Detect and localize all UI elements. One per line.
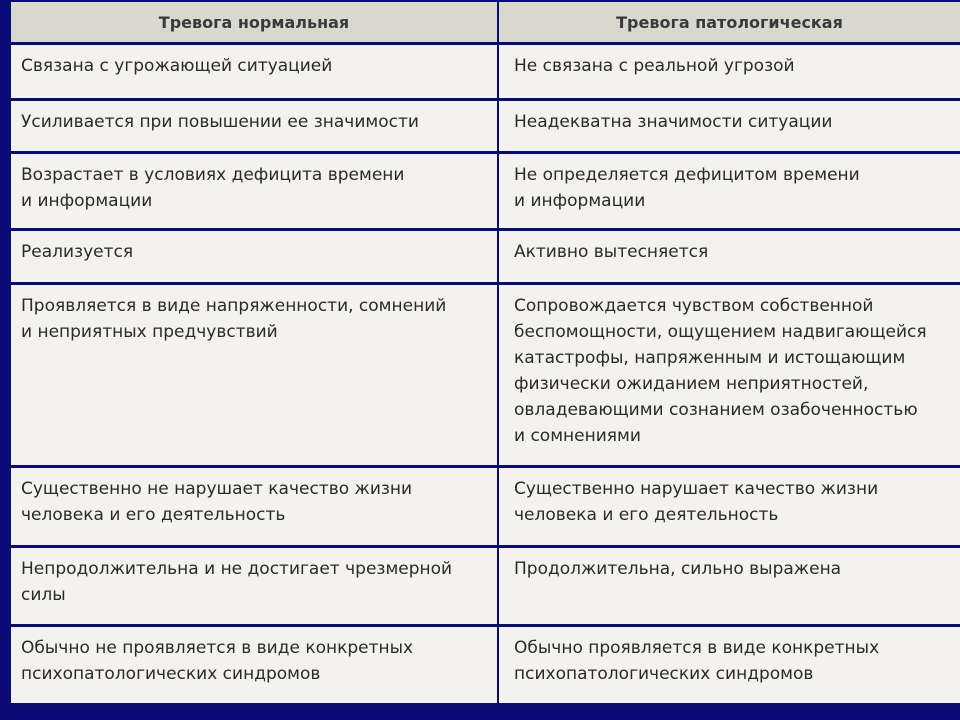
- table-row: [11, 467, 960, 547]
- cell-normal: [11, 44, 498, 100]
- table-row: [11, 153, 960, 230]
- cell-pathological: [498, 100, 960, 153]
- cell-text: Непродолжительна и не достигает чрезмерной силы: [21, 559, 453, 605]
- cell-pathological: [498, 626, 960, 704]
- cell-normal: [11, 100, 498, 153]
- cell-normal: [11, 547, 498, 626]
- cell-text: Неадекватна значимости ситуации: [514, 112, 833, 132]
- cell-normal: [11, 284, 498, 467]
- cell-pathological: [498, 467, 960, 547]
- cell-text: Возрастает в условиях дефицита времени и информации: [21, 165, 405, 211]
- cell-pathological: [498, 44, 960, 100]
- cell-text: Существенно не нарушает качество жизни человека и его деятельность: [21, 479, 413, 525]
- cell-pathological: [498, 230, 960, 284]
- cell-normal: [11, 153, 498, 230]
- cell-pathological: [498, 547, 960, 626]
- cell-text: Проявляется в виде напряженности, сомнений и неприятных предчувствий: [21, 296, 447, 342]
- cell-text: Существенно нарушает качество жизни человека и его деятельность: [514, 479, 879, 525]
- cell-text: Обычно проявляется в виде конкретных психопатологических синдромов: [514, 638, 880, 684]
- cell-text: Связана с угрожающей ситуацией: [21, 56, 333, 76]
- cell-text: Обычно не проявляется в виде конкретных психопатологических синдромов: [21, 638, 414, 684]
- header-pathological-anxiety: Тревога патологическая: [498, 2, 960, 44]
- cell-text: Реализуется: [21, 242, 134, 262]
- cell-pathological: [498, 153, 960, 230]
- cell-text: Сопровождается чувством собственной беспомощности, ощущением надвигающейся катастрофы, напряженным и истощающим физически ожиданием неприятностей, овладевающими сознанием озабоченностью и сомнениями: [514, 296, 927, 446]
- table-header-row: [11, 2, 960, 44]
- table-row: [11, 547, 960, 626]
- cell-text: Не определяется дефицитом времени и информации: [514, 165, 860, 211]
- table-row: [11, 230, 960, 284]
- cell-pathological: [498, 284, 960, 467]
- table-row: [11, 44, 960, 100]
- header-normal-anxiety: Тревога нормальная: [11, 2, 498, 44]
- table-row: [11, 284, 960, 467]
- table-row: [11, 626, 960, 704]
- cell-text: Не связана с реальной угрозой: [514, 56, 795, 76]
- cell-text: Усиливается при повышении ее значимости: [21, 112, 419, 132]
- anxiety-comparison-table: [11, 2, 960, 703]
- comparison-table-container: [11, 2, 960, 684]
- cell-normal: [11, 467, 498, 547]
- cell-text: Активно вытесняется: [514, 242, 709, 262]
- cell-text: Продолжительна, сильно выражена: [514, 559, 842, 579]
- cell-normal: [11, 230, 498, 284]
- table-row: [11, 100, 960, 153]
- cell-normal: [11, 626, 498, 704]
